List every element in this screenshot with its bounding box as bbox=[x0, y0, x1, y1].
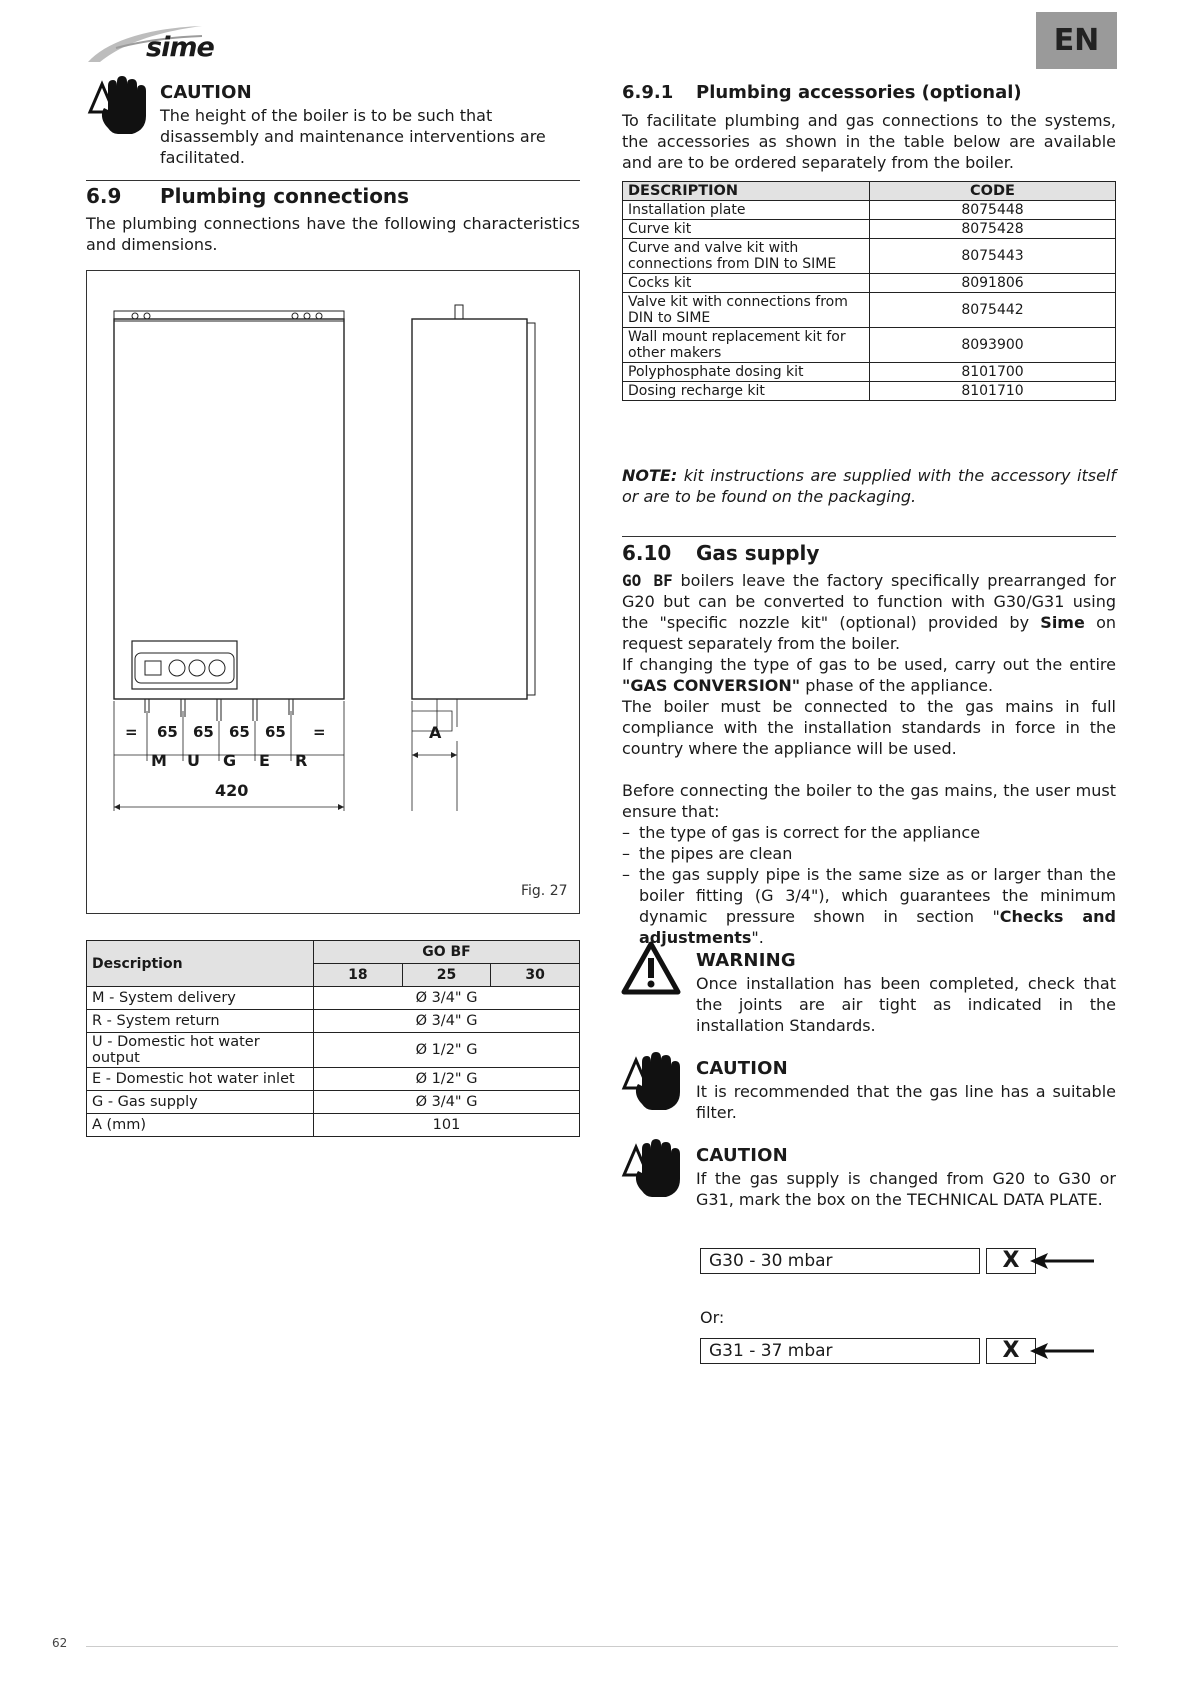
gas-paragraphs bbox=[622, 570, 1116, 948]
table-row: Curve kit 8075428 bbox=[623, 220, 1116, 239]
accessories-table bbox=[622, 181, 1116, 401]
table-row: U - Domestic hot water output Ø 1/2" G bbox=[87, 1033, 580, 1068]
caution-title: CAUTION bbox=[160, 82, 252, 103]
caution-2-title: CAUTION bbox=[696, 1058, 788, 1079]
subsection-number: 6.9.1 bbox=[622, 82, 674, 103]
label-m: M bbox=[151, 751, 167, 770]
note-label: NOTE: bbox=[622, 466, 678, 485]
gas-para-2: If changing the type of gas to be used, carry out the entire "GAS CONVERSION" phase of the appliance. bbox=[622, 655, 1116, 695]
caution-3-text: If the gas supply is changed from G20 to G30 or G31, mark the box on the TECHNICAL DATA PLATE. bbox=[696, 1169, 1116, 1209]
caution-hand-icon-3 bbox=[620, 1135, 682, 1199]
boiler-dimension-figure bbox=[86, 270, 580, 914]
table-row: Installation plate 8075448 bbox=[623, 201, 1116, 220]
caution-3-title: CAUTION bbox=[696, 1145, 788, 1166]
table-row: Valve kit with connections from DIN to SIME 8075442 bbox=[623, 293, 1116, 328]
gas-section-divider bbox=[622, 536, 1116, 537]
figure-caption: Fig. 27 bbox=[521, 883, 568, 899]
dim-65-1: 65 bbox=[157, 723, 178, 741]
caution-hand-icon bbox=[86, 72, 148, 136]
table-row: G - Gas supply Ø 3/4" G bbox=[87, 1091, 580, 1114]
list-item: – the gas supply pipe is the same size as or larger than the boiler fitting (G 3/4"), which guarantees the minimum dynamic pressure shown in section "Checks and adjustments". bbox=[622, 864, 1116, 948]
section-number: 6.9 bbox=[86, 184, 122, 208]
table-row: Wall mount replacement kit for other makers 8093900 bbox=[623, 328, 1116, 363]
page-number: 62 bbox=[52, 1636, 68, 1650]
arrow-left-icon bbox=[1030, 1252, 1094, 1270]
footer-rule bbox=[86, 1646, 1118, 1647]
gas-section-title: Gas supply bbox=[696, 541, 820, 565]
warning-text: Once installation has been completed, check that the joints are air tight as indicated in the installation Standards. bbox=[696, 974, 1116, 1035]
width-420: 420 bbox=[215, 781, 249, 800]
arrow-left-icon bbox=[1030, 1342, 1094, 1360]
warning-triangle-icon bbox=[620, 940, 682, 1004]
table-row: A (mm) 101 bbox=[87, 1114, 580, 1137]
boiler-drawing bbox=[87, 271, 581, 915]
plate-g30-mark: X bbox=[986, 1248, 1036, 1274]
gas-para-4: Before connecting the boiler to the gas mains, the user must ensure that: bbox=[622, 781, 1116, 821]
dims-size-25: 25 bbox=[402, 964, 491, 987]
table-row: R - System return Ø 3/4" G bbox=[87, 1010, 580, 1033]
plate-g30-field: G30 - 30 mbar bbox=[700, 1248, 980, 1274]
depth-a: A bbox=[429, 723, 442, 742]
gas-section-number: 6.10 bbox=[622, 541, 672, 565]
warning-title: WARNING bbox=[696, 950, 796, 971]
dim-65-3: 65 bbox=[229, 723, 250, 741]
label-e: E bbox=[259, 751, 270, 770]
section-intro: The plumbing connections have the following characteristics and dimensions. bbox=[86, 214, 580, 254]
section-title: Plumbing connections bbox=[160, 184, 410, 208]
kit-note bbox=[622, 465, 1116, 507]
table-row: Curve and valve kit with connections from DIN to SIME 8075443 bbox=[623, 239, 1116, 274]
dims-desc-header: Description bbox=[87, 941, 314, 987]
plate-g31-field: G31 - 37 mbar bbox=[700, 1338, 980, 1364]
note-text: kit instructions are supplied with the accessory itself or are to be found on the packaging. bbox=[622, 466, 1116, 506]
dim-65-2: 65 bbox=[193, 723, 214, 741]
sime-logo bbox=[86, 22, 236, 64]
gas-para-1: GO BF boilers leave the factory specifically prearranged for G20 but can be converted to function with G30/G31 using the "specific nozzle kit" (optional) provided by Sime on request separately from the boiler. bbox=[622, 571, 1116, 653]
acc-header-code: CODE bbox=[870, 182, 1116, 201]
caution-text: The height of the boiler is to be such that disassembly and maintenance interventions are facilitated. bbox=[160, 106, 546, 167]
acc-header-description: DESCRIPTION bbox=[623, 182, 870, 201]
table-row: Cocks kit 8091806 bbox=[623, 274, 1116, 293]
dim-equal-right: = bbox=[313, 723, 326, 741]
dim-equal-left: = bbox=[125, 723, 138, 741]
label-u: U bbox=[187, 751, 200, 770]
list-item: – the pipes are clean bbox=[622, 843, 1116, 864]
table-row: Dosing recharge kit 8101710 bbox=[623, 382, 1116, 401]
section-divider bbox=[86, 180, 580, 181]
label-r: R bbox=[295, 751, 308, 770]
gas-para-3: The boiler must be connected to the gas mains in full compliance with the installation standards in force in the country where the appliance will be used. bbox=[622, 697, 1116, 758]
gas-checklist bbox=[622, 822, 1116, 948]
plate-g31-mark: X bbox=[986, 1338, 1036, 1364]
list-item: – the type of gas is correct for the appliance bbox=[622, 822, 1116, 843]
dims-size-30: 30 bbox=[491, 964, 580, 987]
caution-hand-icon-2 bbox=[620, 1048, 682, 1112]
dims-size-18: 18 bbox=[314, 964, 403, 987]
table-row: Polyphosphate dosing kit 8101700 bbox=[623, 363, 1116, 382]
subsection-title: Plumbing accessories (optional) bbox=[696, 82, 1022, 103]
or-label: Or: bbox=[700, 1308, 725, 1327]
dims-model-header: GO BF bbox=[314, 941, 580, 964]
table-row: E - Domestic hot water inlet Ø 1/2" G bbox=[87, 1068, 580, 1091]
dim-65-4: 65 bbox=[265, 723, 286, 741]
label-g: G bbox=[223, 751, 237, 770]
language-badge: EN bbox=[1036, 12, 1117, 69]
dimensions-table bbox=[86, 940, 580, 1137]
subsection-intro: To facilitate plumbing and gas connections to the systems, the accessories as shown in the table below are available and are to be ordered separately from the boiler. bbox=[622, 111, 1116, 172]
brand-wordmark: sime bbox=[146, 32, 214, 63]
table-row: M - System delivery Ø 3/4" G bbox=[87, 987, 580, 1010]
caution-2-text: It is recommended that the gas line has a suitable filter. bbox=[696, 1082, 1116, 1122]
